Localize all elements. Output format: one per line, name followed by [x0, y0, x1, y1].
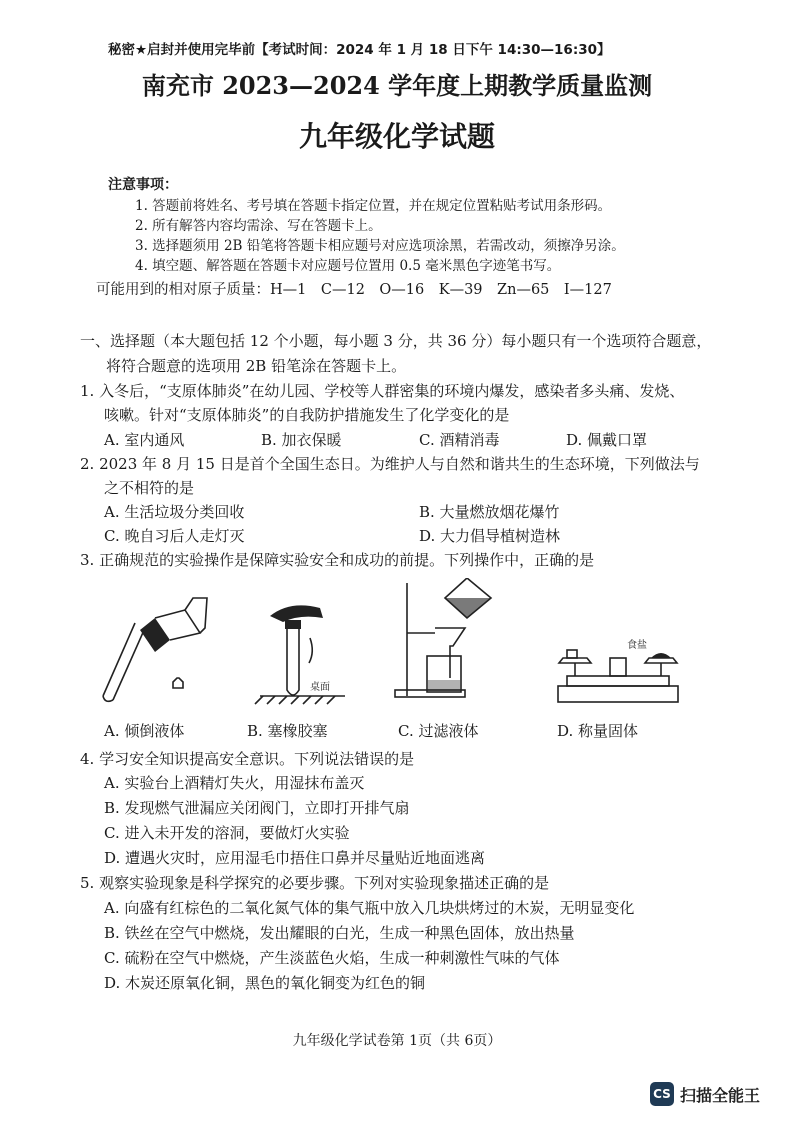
- q3-option-a: A. 倾倒液体: [104, 722, 185, 740]
- question-2-stem: 2. 2023 年 8 月 15 日是首个全国生态日。为维护人与自然和谐共生的生态环境，下列做法与: [80, 455, 700, 473]
- q3-apparatus-figures: [95, 578, 695, 713]
- question-1-stem-cont: 咳嗽。针对“支原体肺炎”的自我防护措施发生了化学变化的是: [104, 406, 510, 424]
- q5-option-c: C. 硫粉在空气中燃烧，产生淡蓝色火焰，生成一种刺激性气味的气体: [104, 949, 560, 967]
- q2-option-d: D. 大力倡导植树造林: [419, 527, 561, 545]
- section-instruction: 将符合题意的选项用 2B 铅笔涂在答题卡上。: [106, 357, 407, 375]
- question-5-stem: 5. 观察实验现象是科学探究的必要步骤。下列对实验现象描述正确的是: [80, 874, 550, 892]
- rubber-stopper-illustration: [255, 605, 345, 704]
- notice-heading: 注意事项：: [108, 177, 178, 193]
- filtration-illustration: [395, 578, 491, 697]
- camscanner-watermark: [650, 1082, 760, 1106]
- notice-item-2: 2. 所有解答内容均需涂、写在答题卡上。: [135, 218, 382, 234]
- notice-item-4: 4. 填空题、解答题在答题卡对应题号位置用 0.5 毫米黑色字迹笔书写。: [135, 258, 561, 274]
- q4-option-b: B. 发现燃气泄漏应关闭阀门，立即打开排气扇: [104, 799, 410, 817]
- q2-option-c: C. 晚自习后人走灯灭: [104, 527, 245, 545]
- section-heading: 一、选择题（本大题包括 12 个小题，每小题 3 分，共 36 分）每小题只有一个选项符合题意，: [80, 332, 712, 350]
- question-4-stem: 4. 学习安全知识提高安全意识。下列说法错误的是: [80, 750, 415, 768]
- label-salt: 食盐: [627, 640, 647, 651]
- q2-option-a: A. 生活垃圾分类回收: [104, 503, 245, 521]
- q1-option-a: A. 室内通风: [104, 431, 185, 449]
- q5-option-b: B. 铁丝在空气中燃烧，发出耀眼的白光，生成一种黑色固体，放出热量: [104, 924, 575, 942]
- label-desktop: 桌面: [310, 682, 330, 693]
- q5-option-d: D. 木炭还原氧化铜，黑色的氧化铜变为红色的铜: [104, 974, 426, 992]
- q4-option-c: C. 进入未开发的溶洞，要做灯火实验: [104, 824, 350, 842]
- balance-weighing-illustration: [558, 638, 678, 702]
- question-1-stem: 1. 入冬后，“支原体肺炎”在幼儿园、学校等人群密集的环境内爆发，感染者多头痛、发烧、: [80, 382, 685, 400]
- camscanner-text: 扫描全能王: [680, 1085, 761, 1105]
- q1-option-b: B. 加衣保暖: [261, 431, 342, 449]
- q5-option-a: A. 向盛有红棕色的二氧化氮气体的集气瓶中放入几块烘烤过的木炭，无明显变化: [104, 899, 635, 917]
- question-2-stem-cont: 之不相符的是: [104, 479, 195, 497]
- q1-option-c: C. 酒精消毒: [419, 431, 500, 449]
- pouring-liquid-illustration: [103, 598, 207, 701]
- atomic-masses: 可能用到的相对原子质量：H—1 C—12 O—16 K—39 Zn—65 I—127: [96, 282, 612, 298]
- exam-title: 南充市 2023—2024 学年度上期教学质量监测: [141, 71, 653, 100]
- q2-option-b: B. 大量燃放烟花爆竹: [419, 503, 560, 521]
- q3-option-d: D. 称量固体: [557, 722, 639, 740]
- q4-option-d: D. 遭遇火灾时，应用湿毛巾捂住口鼻并尽量贴近地面逃离: [104, 849, 486, 867]
- q4-option-a: A. 实验台上酒精灯失火，用湿抹布盖灭: [104, 774, 365, 792]
- page-footer: 九年级化学试卷第 1页（共 6页）: [292, 1033, 502, 1049]
- notice-item-3: 3. 选择题须用 2B 铅笔将答题卡相应题号对应选项涂黑，若需改动，须擦净另涂。: [135, 238, 625, 254]
- q3-option-b: B. 塞橡胶塞: [247, 722, 328, 740]
- notice-item-1: 1. 答题前将姓名、考号填在答题卡指定位置，并在规定位置粘贴考试用条形码。: [135, 198, 612, 214]
- confidential-note: 秘密★启封并使用完毕前【考试时间：2024 年 1 月 18 日下午 14:30—16:30】: [108, 42, 611, 58]
- q1-option-d: D. 佩戴口罩: [566, 431, 648, 449]
- question-3-stem: 3. 正确规范的实验操作是保障实验安全和成功的前提。下列操作中，正确的是: [80, 551, 595, 569]
- exam-subtitle: 九年级化学试题: [298, 120, 495, 153]
- q3-option-c: C. 过滤液体: [398, 722, 479, 740]
- camscanner-logo-icon: CS: [650, 1082, 674, 1106]
